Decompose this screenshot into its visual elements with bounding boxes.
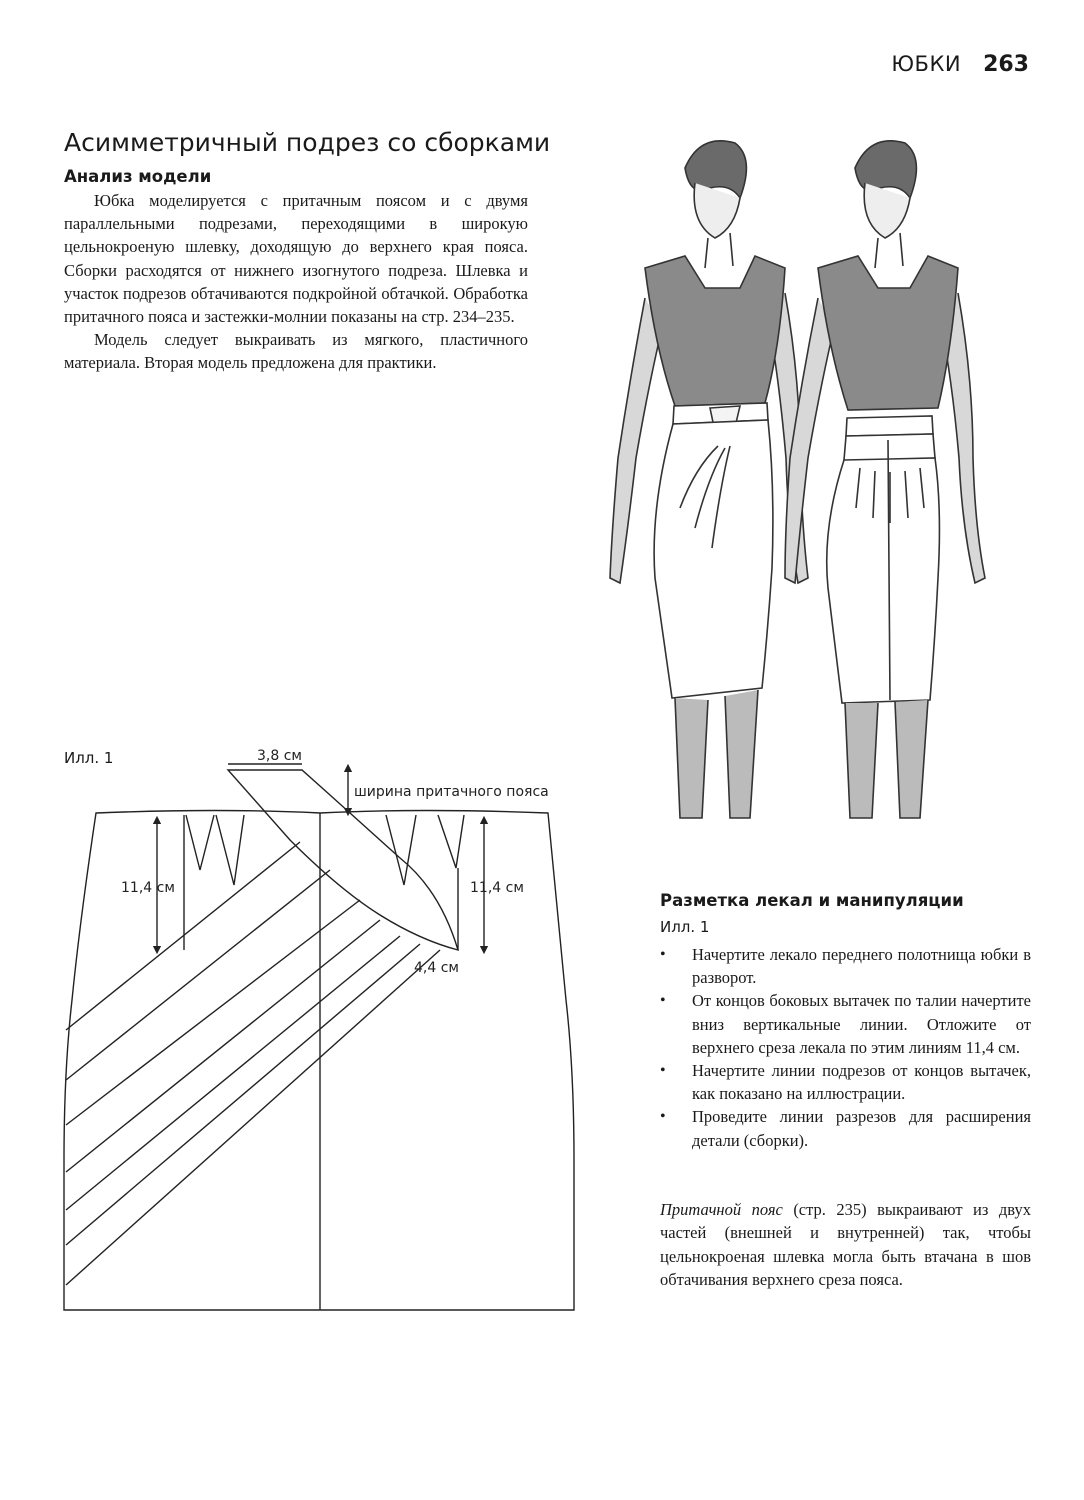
- dim-top-width: 3,8 см: [257, 748, 302, 764]
- marking-heading: Разметка лекал и манипуляции: [660, 891, 964, 910]
- figure-right: [785, 141, 985, 818]
- dim-left-height: 11,4 см: [121, 880, 175, 896]
- page-title: Асимметричный подрез со сборками: [64, 128, 551, 157]
- cut-line: [66, 900, 360, 1125]
- marking-figure-ref: Илл. 1: [660, 918, 710, 936]
- dart: [186, 815, 214, 870]
- analysis-paragraph: Модель следует выкраивать из мягкого, пластичного материала. Вторая модель предложена для практики.: [64, 330, 528, 373]
- list-item: • Начертите линии подрезов от концов вытачек, как показано на иллюстрации.: [660, 1061, 1031, 1104]
- analysis-text: [64, 189, 528, 375]
- skirt-pattern-diagram: [0, 740, 620, 1360]
- steps-list: [660, 943, 1031, 1152]
- list-item: • Проведите линии разрезов для расширения детали (сборки).: [660, 1107, 1031, 1150]
- dart: [438, 815, 464, 868]
- running-head: [891, 52, 1029, 77]
- list-item: • От концов боковых вытачек по талии начертите вниз вертикальные линии. Отложите от верхнего среза лекала по этим линиям 11,4 см.: [660, 991, 1031, 1057]
- figure-label: Илл. 1: [64, 749, 114, 767]
- cut-line: [66, 950, 440, 1285]
- section-title: ЮБКИ: [891, 52, 962, 76]
- cut-line: [66, 870, 330, 1080]
- figure-left: [610, 141, 808, 818]
- list-item: • Начертите лекало переднего полотнища юбки в разворот.: [660, 945, 1031, 988]
- analysis-heading: Анализ модели: [64, 167, 212, 186]
- cut-line: [66, 842, 300, 1030]
- dart: [216, 815, 244, 885]
- page-number: 263: [983, 52, 1029, 77]
- belt-note: Притачной пояс (стр. 235) выкраивают из двух частей (внешней и внутренней) так, чтобы цельнокроеная шлевка могла быть втачана в шов обтачивания верхнего среза пояса.: [660, 1200, 1031, 1290]
- cut-line: [66, 936, 400, 1210]
- dim-right-height: 11,4 см: [470, 880, 524, 896]
- fashion-illustration: [590, 128, 1030, 828]
- dim-belt-width: ширина притачного пояса: [354, 784, 549, 800]
- analysis-paragraph: Юбка моделируется с притачным поясом и с двумя параллельными подрезами, переходящими в широкую цельнокроеную шлевку, доходящую до верхнего края пояса. Сборки расходятся от нижнего изогнутого подреза. Шлевка и участок подрезов обтачиваются подкройной обтачкой. Обработка притачного пояса и застежки-молнии показаны на стр. 234–235.: [64, 191, 528, 327]
- dim-offset: 4,4 см: [414, 960, 459, 976]
